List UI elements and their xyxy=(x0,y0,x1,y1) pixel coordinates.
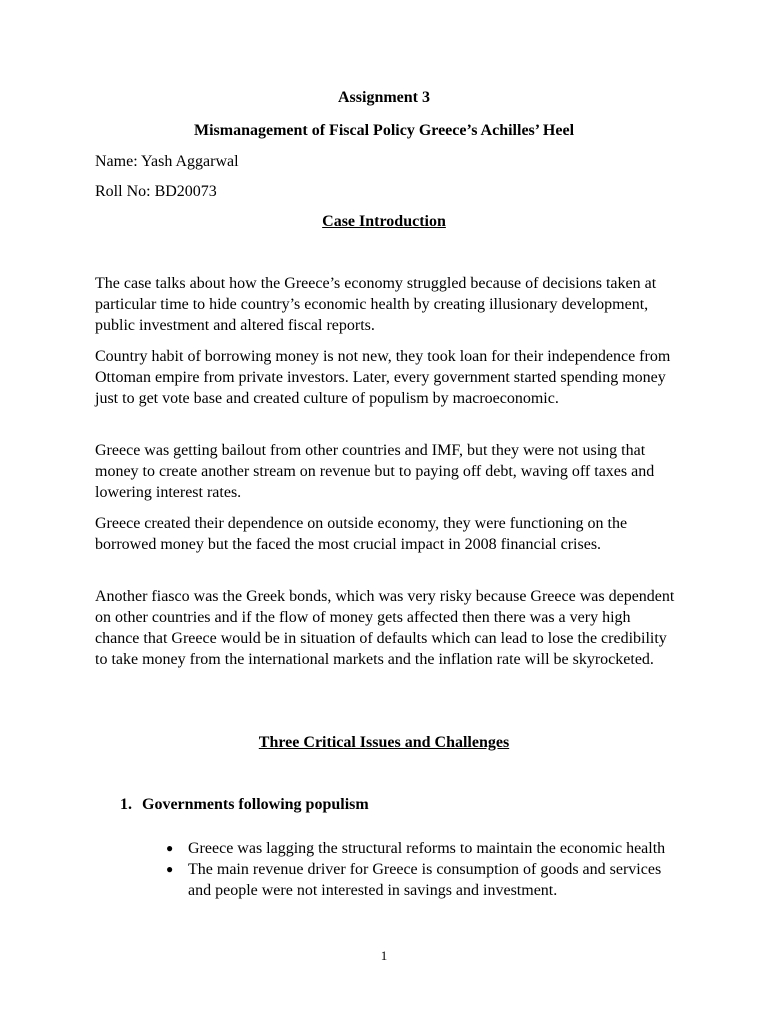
assignment-title: Assignment 3 xyxy=(337,89,430,106)
issue-number: 1. xyxy=(120,796,132,813)
list-item xyxy=(160,859,680,901)
list-item-text: The main revenue driver for Greece is consumption of goods and services and people were not interested in savings and investment. xyxy=(188,861,662,899)
paragraph: Greece created their dependence on outside economy, they were functioning on the borrowed money but the faced the most crucial impact in 2008 financial crises. xyxy=(95,515,628,553)
section-heading-critical-issues: Three Critical Issues and Challenges xyxy=(258,734,510,751)
list-item xyxy=(160,838,680,859)
roll-number: Roll No: BD20073 xyxy=(95,183,217,200)
paragraph: Greece was getting bailout from other countries and IMF, but they were not using that money to create another stream on revenue but to paying off debt, waving off taxes and lowering interest rates. xyxy=(95,442,655,501)
paragraph: The case talks about how the Greece’s economy struggled because of decisions taken at particular time to hide country’s economic health by creating illusionary development, public investment and altered fiscal reports. xyxy=(95,275,657,334)
section-heading-case-introduction: Case Introduction xyxy=(322,213,446,230)
paragraph: Country habit of borrowing money is not new, they took loan for their independence from Ottoman empire from private investors. Later, every government started spending money just to get vote base and created culture of populism by macroeconomic. xyxy=(95,348,671,407)
paragraph: Another fiasco was the Greek bonds, which was very risky because Greece was dependent on other countries and if the flow of money gets affected then there was a very high chance that Greece would be in situation of defaults which can lead to lose the credibility to take money from the international markets and the inflation rate will be skyrocketed. xyxy=(95,588,675,668)
student-name: Name: Yash Aggarwal xyxy=(95,153,239,170)
issue-heading xyxy=(120,794,369,816)
bullet-icon: ● xyxy=(166,862,174,876)
bullet-icon: ● xyxy=(166,841,174,855)
list-item-text: Greece was lagging the structural reforms to maintain the economic health xyxy=(188,840,666,857)
document-subtitle: Mismanagement of Fiscal Policy Greece’s Achilles’ Heel xyxy=(193,122,575,139)
issue-title: Governments following populism xyxy=(142,796,369,813)
bullet-list xyxy=(160,838,680,901)
page-number: 1 xyxy=(380,948,388,963)
